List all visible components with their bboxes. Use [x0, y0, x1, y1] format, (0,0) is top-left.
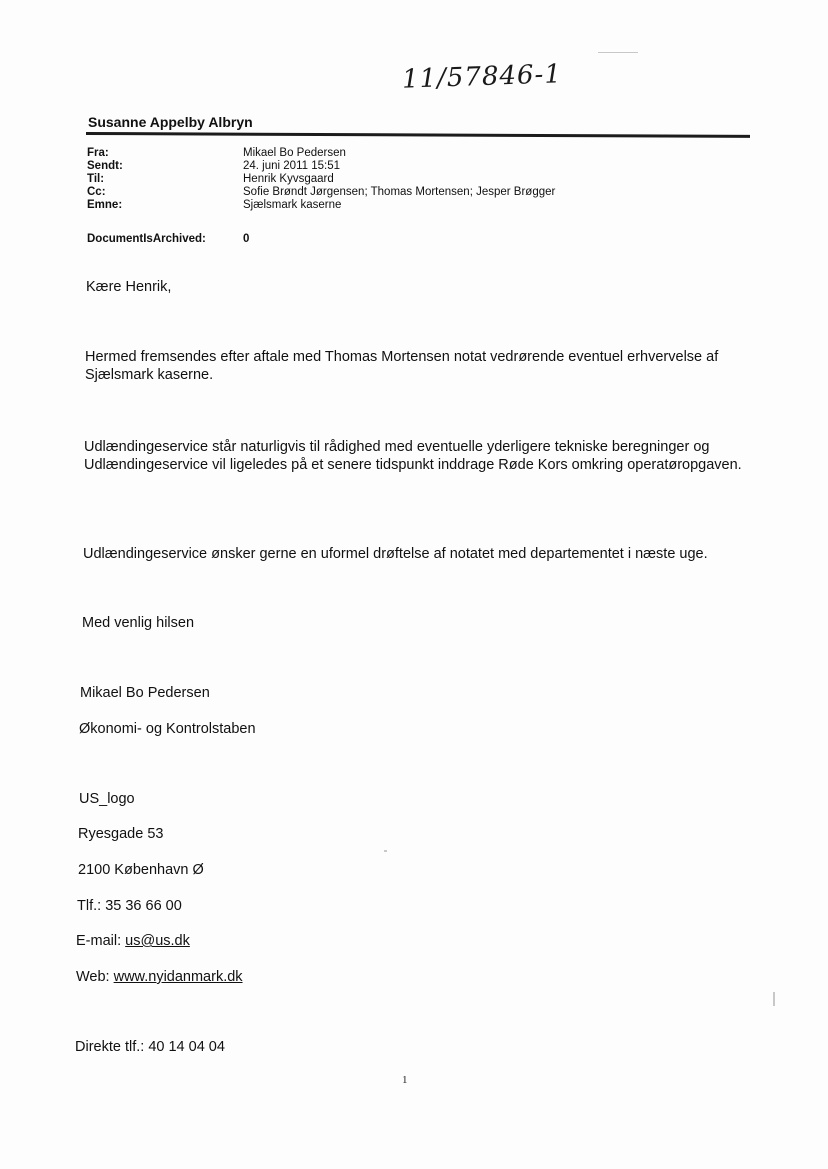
header-label: Til: [87, 173, 105, 185]
scan-speck [773, 992, 775, 1006]
signature-city: 2100 København Ø [78, 862, 204, 878]
email-header-fields [87, 147, 555, 212]
header-row-cc [87, 186, 555, 199]
header-value-cc: Sofie Brøndt Jørgensen; Thomas Mortensen; Jesper Brøgger [243, 186, 556, 198]
web-label: Web: [76, 969, 114, 985]
header-label: Fra: [87, 147, 109, 159]
header-value-subject: Sjælsmark kaserne [243, 199, 342, 211]
scan-speck [598, 52, 638, 53]
body-paragraph-1: Hermed fremsendes efter aftale med Thomas Mortensen notat vedrørende eventuel erhvervelse af Sjælsmark kaserne. [85, 349, 719, 383]
header-row-to [87, 173, 555, 186]
header-value-from: Mikael Bo Pedersen [243, 147, 346, 159]
archived-field [87, 233, 249, 245]
header-label: Sendt: [87, 160, 123, 172]
scan-speck [384, 850, 387, 852]
header-row-from [87, 147, 555, 160]
signature-phone: Tlf.: 35 36 66 00 [77, 898, 182, 914]
handwritten-file-number: 11/57846-1 [401, 59, 563, 95]
signature-street: Ryesgade 53 [78, 826, 164, 842]
header-value-to: Henrik Kyvsgaard [243, 173, 334, 185]
header-label: Cc: [87, 186, 106, 198]
header-value-sent: 24. juni 2011 15:51 [243, 160, 340, 172]
header-row-sent [87, 160, 555, 173]
web-link[interactable]: www.nyidanmark.dk [113, 969, 243, 985]
closing: Med venlig hilsen [82, 615, 195, 631]
signature-web-line [76, 968, 243, 986]
header-label: Emne: [87, 199, 123, 211]
header-divider [86, 132, 750, 138]
signature-direct-phone: Direkte tlf.: 40 14 04 04 [75, 1039, 225, 1055]
email-link[interactable]: us@us.dk [125, 933, 190, 949]
archived-label: DocumentIsArchived: [87, 233, 206, 245]
header-row-subject [87, 199, 555, 212]
email-label: E-mail: [76, 933, 126, 949]
mailbox-owner-name: Susanne Appelby Albryn [88, 114, 253, 130]
body-paragraph-2: Udlændingeservice står naturligvis til rådighed med eventuelle yderligere tekniske beregninger og Udlændingeservice vil ligeledes på et senere tidspunkt inddrage Røde Kors omkring operatøropgaven. [84, 439, 742, 473]
body-paragraph-3: Udlændingeservice ønsker gerne en uformel drøftelse af notatet med departementet i næste uge. [83, 546, 708, 562]
signature-logo-placeholder: US_logo [79, 791, 135, 807]
page-number: 1 [402, 1074, 408, 1086]
archived-value: 0 [243, 233, 250, 245]
salutation: Kære Henrik, [86, 279, 172, 295]
signature-name: Mikael Bo Pedersen [80, 685, 210, 701]
signature-email-line [76, 932, 190, 950]
signature-department: Økonomi- og Kontrolstaben [79, 721, 256, 737]
